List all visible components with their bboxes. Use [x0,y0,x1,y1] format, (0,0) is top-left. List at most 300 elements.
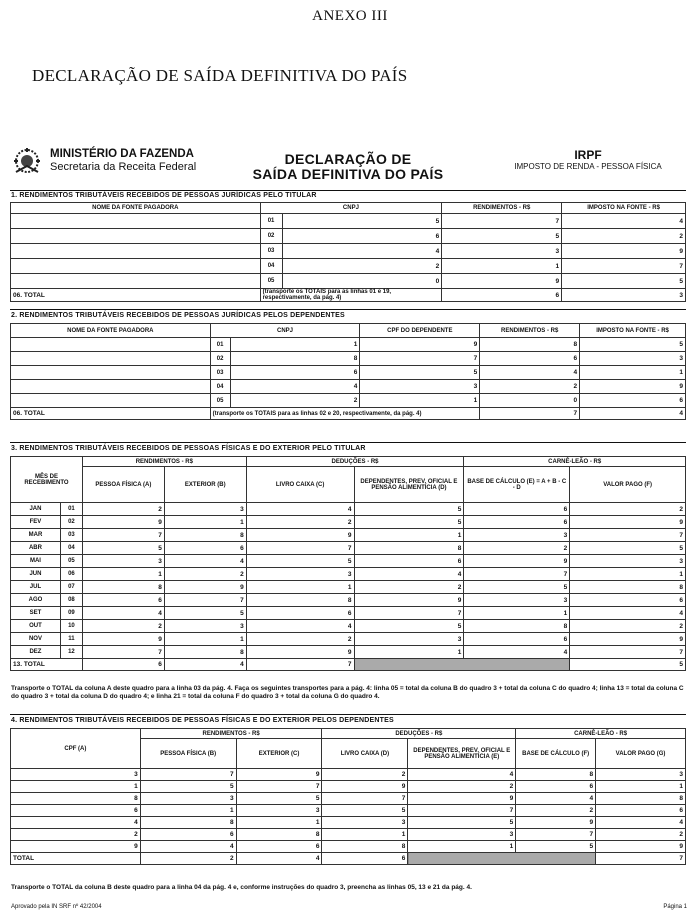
cnpj-field[interactable]: 4 [282,244,442,259]
source-name-field[interactable] [11,380,211,394]
col-d-field[interactable]: 9 [322,781,408,793]
col-b-field[interactable]: 4 [164,555,246,568]
total-row [11,289,686,302]
col-e-field[interactable]: 7 [464,568,570,581]
col-g-field[interactable]: 3 [596,769,686,781]
month-number: 10 [60,620,82,633]
col-c-field[interactable]: 7 [236,781,322,793]
table-row [11,594,686,607]
col-c-field[interactable]: 9 [246,646,354,659]
tax-field[interactable]: 9 [580,380,686,394]
month-number: 03 [60,529,82,542]
col-c-field[interactable]: 1 [246,581,354,594]
col-g-field[interactable]: 6 [596,805,686,817]
col-f-field[interactable]: 7 [570,529,686,542]
col-header: RENDIMENTOS - R$ [442,203,562,214]
divider [10,190,686,191]
col-f-field[interactable]: 9 [516,817,596,829]
col-d-field[interactable]: 9 [354,594,464,607]
col-header: BASE DE CÁLCULO (E) = A + B - C - D [464,467,570,503]
group-header: RENDIMENTOS - R$ [140,729,322,739]
month-label: OUT [11,620,61,633]
cnpj-field[interactable]: 1 [230,338,360,352]
col-b-field[interactable]: 4 [140,841,236,853]
ministry-block [50,148,196,174]
income-field[interactable]: 0 [480,394,580,408]
total-label: 06. TOTAL [11,289,261,302]
col-header: BASE DE CÁLCULO (F) [516,739,596,769]
total-income[interactable]: 6 [442,289,562,302]
col-a-field[interactable]: 5 [82,542,164,555]
line-number: 03 [210,366,230,380]
col-e-field[interactable]: 9 [408,793,516,805]
total-row [11,659,686,671]
col-e-field[interactable]: 3 [464,529,570,542]
col-e-field[interactable]: 6 [464,516,570,529]
line-number: 02 [260,229,282,244]
month-label: AGO [11,594,61,607]
col-d-field[interactable]: 2 [354,581,464,594]
col-header: IMPOSTO NA FONTE - R$ [562,203,686,214]
col-c-field[interactable]: 6 [246,607,354,620]
col-a-field[interactable]: 7 [82,529,164,542]
col-c-field[interactable]: 8 [246,594,354,607]
coat-of-arms-icon [12,146,42,178]
col-b-field[interactable]: 1 [164,516,246,529]
col-header: DEPENDENTES, PREV. OFICIAL E PENSÃO ALIMENTÍCIA (E) [408,739,516,769]
col-f-field[interactable]: 7 [570,646,686,659]
source-name-field[interactable] [11,338,211,352]
col-f-field[interactable]: 6 [516,781,596,793]
total-col-g[interactable]: 7 [596,853,686,865]
col-b-field[interactable]: 6 [140,829,236,841]
income-field[interactable]: 3 [442,244,562,259]
line-number: 01 [210,338,230,352]
line-number: 01 [260,214,282,229]
cnpj-field[interactable]: 2 [282,259,442,274]
col-e-field[interactable]: 6 [464,503,570,516]
col-c-field[interactable]: 7 [246,542,354,555]
tax-field[interactable]: 3 [580,352,686,366]
income-field[interactable]: 8 [480,338,580,352]
table-row [11,259,686,274]
col-a-field[interactable]: 4 [82,607,164,620]
col-c-field[interactable]: 4 [246,620,354,633]
col-d-field[interactable]: 6 [354,555,464,568]
source-name-field[interactable] [11,259,261,274]
income-field[interactable]: 7 [442,214,562,229]
col-c-field[interactable]: 4 [246,503,354,516]
col-e-field[interactable]: 5 [408,817,516,829]
col-e-field[interactable]: 6 [464,633,570,646]
cnpj-field[interactable]: 6 [282,229,442,244]
form-title-line1: DECLARAÇÃO DE [284,151,412,167]
total-note: (transporte os TOTAIS para as linhas 02 e 20, respectivamente, da pág. 4) [210,408,480,420]
col-e-field[interactable]: 4 [408,769,516,781]
income-field[interactable]: 4 [480,366,580,380]
page-number: Página 1 [663,904,687,910]
col-d-field[interactable]: 3 [354,633,464,646]
source-name-field[interactable] [11,229,261,244]
section-4-note: Transporte o TOTAL da coluna B deste quadro para a linha 04 da pág. 4 e, conforme instruções do quadro 3, preencha as linhas 05, 13 e 21 da pág. 4. [11,884,472,891]
section-3-table [10,456,686,671]
ministry-name: MINISTÉRIO DA FAZENDA [50,148,194,160]
col-header: EXTERIOR (C) [236,739,322,769]
table-row [11,338,686,352]
col-d-field[interactable]: 1 [322,829,408,841]
month-number: 01 [60,503,82,516]
col-e-field[interactable]: 5 [464,581,570,594]
col-header: EXTERIOR (B) [164,467,246,503]
month-label: DEZ [11,646,61,659]
total-col-f[interactable]: 5 [570,659,686,671]
col-f-field[interactable]: 7 [516,829,596,841]
month-number: 06 [60,568,82,581]
table-row [11,542,686,555]
col-g-field[interactable]: 2 [596,829,686,841]
col-g-field[interactable]: 9 [596,841,686,853]
tax-field[interactable]: 5 [562,274,686,289]
month-number: 07 [60,581,82,594]
col-header: CPF (A) [11,729,141,769]
tax-field[interactable]: 2 [562,229,686,244]
section-1-table [10,202,686,302]
divider [10,714,686,715]
table-row [11,274,686,289]
col-b-field[interactable]: 3 [164,503,246,516]
irpf-label: IRPF [574,148,602,162]
cnpj-field[interactable]: 4 [230,380,360,394]
month-number: 05 [60,555,82,568]
col-e-field[interactable]: 1 [408,841,516,853]
total-col-b[interactable]: 2 [140,853,236,865]
col-d-field[interactable]: 1 [354,646,464,659]
group-header: CARNÊ-LEÃO - R$ [464,457,686,467]
cpf-field[interactable]: 2 [11,829,141,841]
cnpj-field[interactable]: 8 [230,352,360,366]
col-c-field[interactable]: 5 [236,793,322,805]
table-row [11,555,686,568]
table-row [11,214,686,229]
line-number: 02 [210,352,230,366]
source-name-field[interactable] [11,274,261,289]
income-field[interactable]: 2 [480,380,580,394]
col-e-field[interactable]: 2 [464,542,570,555]
line-number: 04 [260,259,282,274]
total-tax[interactable]: 3 [562,289,686,302]
col-e-field[interactable]: 7 [408,805,516,817]
col-g-field[interactable]: 8 [596,793,686,805]
cpf-field[interactable]: 6 [11,805,141,817]
month-number: 12 [60,646,82,659]
cnpj-field[interactable]: 6 [230,366,360,380]
cpf-field[interactable]: 8 [11,793,141,805]
col-f-field[interactable]: 5 [516,841,596,853]
col-c-field[interactable]: 6 [236,841,322,853]
table-row [11,633,686,646]
col-d-field[interactable]: 8 [322,841,408,853]
month-label: JAN [11,503,61,516]
col-e-field[interactable]: 3 [408,829,516,841]
divider [10,309,686,310]
col-c-field[interactable]: 3 [236,805,322,817]
month-label: JUN [11,568,61,581]
month-number: 11 [60,633,82,646]
col-f-field[interactable]: 2 [516,805,596,817]
shaded-cell [354,659,570,671]
col-d-field[interactable]: 2 [322,769,408,781]
col-c-field[interactable]: 8 [236,829,322,841]
month-label: JUL [11,581,61,594]
table-row [11,817,686,829]
cpf-field[interactable]: 9 [360,338,480,352]
col-c-field[interactable]: 9 [236,769,322,781]
table-row [11,244,686,259]
cnpj-field[interactable]: 2 [230,394,360,408]
col-d-field[interactable]: 5 [354,516,464,529]
col-a-field[interactable]: 3 [82,555,164,568]
total-col-a[interactable]: 6 [82,659,164,671]
group-header: RENDIMENTOS - R$ [82,457,246,467]
col-header: PESSOA FÍSICA (B) [140,739,236,769]
shaded-cell [408,853,596,865]
table-row [11,529,686,542]
col-b-field[interactable]: 6 [164,542,246,555]
col-b-field[interactable]: 7 [164,594,246,607]
total-row [11,408,686,420]
col-g-field[interactable]: 1 [596,781,686,793]
section-3-title: 3. RENDIMENTOS TRIBUTÁVEIS RECEBIDOS DE PESSOAS FÍSICAS E DO EXTERIOR PELO TITULAR [11,445,366,452]
col-c-field[interactable]: 9 [246,529,354,542]
cpf-field[interactable]: 1 [11,781,141,793]
irpf-subtitle: IMPOSTO DE RENDA - PESSOA FÍSICA [514,162,662,171]
col-f-field[interactable]: 1 [570,568,686,581]
col-header: VALOR PAGO (G) [596,739,686,769]
table-row [11,352,686,366]
col-d-field[interactable]: 8 [354,542,464,555]
cpf-field[interactable]: 7 [360,352,480,366]
total-label: 06. TOTAL [11,408,211,420]
col-f-field[interactable]: 8 [570,581,686,594]
col-b-field[interactable]: 8 [140,817,236,829]
col-b-field[interactable]: 2 [164,568,246,581]
line-number: 04 [210,380,230,394]
month-label: ABR [11,542,61,555]
section-2-table [10,323,686,420]
table-row [11,229,686,244]
col-b-field[interactable]: 3 [164,620,246,633]
footer [11,904,687,910]
col-e-field[interactable]: 3 [464,594,570,607]
col-d-field[interactable]: 7 [354,607,464,620]
col-header: IMPOSTO NA FONTE - R$ [580,324,686,338]
source-name-field[interactable] [11,214,261,229]
total-label: 13. TOTAL [11,659,83,671]
col-c-field[interactable]: 1 [236,817,322,829]
col-c-field[interactable]: 5 [246,555,354,568]
table-row [11,829,686,841]
income-field[interactable]: 1 [442,259,562,274]
col-f-field[interactable]: 6 [570,594,686,607]
col-header: DEPENDENTES, PREV. OFICIAL E PENSÃO ALIMENTÍCIA (D) [354,467,464,503]
section-1-title: 1. RENDIMENTOS TRIBUTÁVEIS RECEBIDOS DE PESSOAS JURÍDICAS PELO TITULAR [11,192,317,199]
source-name-field[interactable] [11,366,211,380]
col-header: LIVRO CAIXA (C) [246,467,354,503]
month-label: FEV [11,516,61,529]
tax-field[interactable]: 4 [562,214,686,229]
source-name-field[interactable] [11,394,211,408]
col-f-field[interactable]: 5 [570,542,686,555]
col-b-field[interactable]: 8 [164,529,246,542]
col-f-field[interactable]: 4 [570,607,686,620]
line-number: 03 [260,244,282,259]
tax-field[interactable]: 9 [562,244,686,259]
col-a-field[interactable]: 9 [82,633,164,646]
form-title-line2: SAÍDA DEFINITIVA DO PAÍS [252,166,444,182]
col-header: CNPJ [260,203,442,214]
col-e-field[interactable]: 4 [464,646,570,659]
col-g-field[interactable]: 4 [596,817,686,829]
table-row [11,781,686,793]
col-b-field[interactable]: 5 [164,607,246,620]
table-row [11,769,686,781]
tax-field[interactable]: 1 [580,366,686,380]
irpf-block [490,150,686,172]
col-f-field[interactable]: 2 [570,620,686,633]
table-row [11,366,686,380]
cnpj-field[interactable]: 0 [282,274,442,289]
col-f-field[interactable]: 4 [516,793,596,805]
total-note: (transporte os TOTAIS para as linhas 01 e 19, respectivamente, da pág. 4) [260,289,442,302]
col-header: LIVRO CAIXA (D) [322,739,408,769]
table-row [11,568,686,581]
month-label: SET [11,607,61,620]
col-d-field[interactable]: 1 [354,529,464,542]
col-c-field[interactable]: 2 [246,633,354,646]
table-row [11,380,686,394]
col-d-field[interactable]: 7 [322,793,408,805]
section-4-title: 4. RENDIMENTOS TRIBUTÁVEIS RECEBIDOS DE PESSOAS FÍSICAS E DO EXTERIOR PELOS DEPENDENTES [11,717,394,724]
cpf-field[interactable]: 1 [360,394,480,408]
col-a-field[interactable]: 9 [82,516,164,529]
source-name-field[interactable] [11,244,261,259]
total-tax[interactable]: 4 [580,408,686,420]
col-d-field[interactable]: 3 [322,817,408,829]
col-b-field[interactable]: 8 [164,646,246,659]
table-row [11,620,686,633]
total-col-c[interactable]: 4 [236,853,322,865]
col-f-field[interactable]: 9 [570,516,686,529]
table-row [11,503,686,516]
total-col-d[interactable]: 6 [322,853,408,865]
total-col-c[interactable]: 7 [246,659,354,671]
col-f-field[interactable]: 2 [570,503,686,516]
cpf-field[interactable]: 4 [11,817,141,829]
col-e-field[interactable]: 2 [408,781,516,793]
month-header: MÊS DE RECEBIMENTO [11,457,83,503]
col-f-field[interactable]: 9 [570,633,686,646]
table-row [11,581,686,594]
total-row [11,853,686,865]
col-header: RENDIMENTOS - R$ [480,324,580,338]
col-d-field[interactable]: 5 [354,620,464,633]
table-row [11,394,686,408]
col-header: CPF DO DEPENDENTE [360,324,480,338]
cpf-field[interactable]: 5 [360,366,480,380]
col-a-field[interactable]: 6 [82,594,164,607]
col-header: PESSOA FÍSICA (A) [82,467,164,503]
tax-field[interactable]: 6 [580,394,686,408]
month-label: MAR [11,529,61,542]
group-header: DEDUÇÕES - R$ [246,457,464,467]
col-a-field[interactable]: 2 [82,620,164,633]
total-income[interactable]: 7 [480,408,580,420]
table-row [11,841,686,853]
income-field[interactable]: 9 [442,274,562,289]
col-header: NOME DA FONTE PAGADORA [11,203,261,214]
month-number: 09 [60,607,82,620]
table-row [11,793,686,805]
col-c-field[interactable]: 2 [246,516,354,529]
col-a-field[interactable]: 2 [82,503,164,516]
cpf-field[interactable]: 3 [360,380,480,394]
col-c-field[interactable]: 3 [246,568,354,581]
cpf-field[interactable]: 3 [11,769,141,781]
col-b-field[interactable]: 1 [164,633,246,646]
cpf-field[interactable]: 9 [11,841,141,853]
form-header [10,146,686,186]
col-a-field[interactable]: 8 [82,581,164,594]
total-col-b[interactable]: 4 [164,659,246,671]
tax-field[interactable]: 5 [580,338,686,352]
total-label: TOTAL [11,853,141,865]
col-b-field[interactable]: 5 [140,781,236,793]
month-number: 08 [60,594,82,607]
col-d-field[interactable]: 4 [354,568,464,581]
secretariat-name: Secretaria da Receita Federal [50,161,197,173]
col-b-field[interactable]: 3 [140,793,236,805]
line-number: 05 [260,274,282,289]
col-b-field[interactable]: 9 [164,581,246,594]
col-b-field[interactable]: 7 [140,769,236,781]
section-3-note: Transporte o TOTAL da coluna A deste quadro para a linha 03 da pág. 4. Faça os seguintes transportes para a pág. 4: linha 05 = total da coluna B do quadro 3 + total da coluna C do quadro 4; linha 13 = total da coluna C do quadro 3 + total da coluna D do quadro 4; e linha 21 = total da coluna F do quadro 3 + total da coluna G do quadro 4. [11,685,684,700]
col-e-field[interactable]: 1 [464,607,570,620]
col-header: CNPJ [210,324,360,338]
col-e-field[interactable]: 8 [464,620,570,633]
annex-heading: ANEXO III [312,8,388,24]
col-d-field[interactable]: 5 [322,805,408,817]
table-row [11,607,686,620]
line-number: 05 [210,394,230,408]
income-field[interactable]: 5 [442,229,562,244]
tax-field[interactable]: 7 [562,259,686,274]
col-f-field[interactable]: 3 [570,555,686,568]
col-a-field[interactable]: 1 [82,568,164,581]
income-field[interactable]: 6 [480,352,580,366]
col-header: NOME DA FONTE PAGADORA [11,324,211,338]
table-row [11,516,686,529]
cnpj-field[interactable]: 5 [282,214,442,229]
source-name-field[interactable] [11,352,211,366]
col-f-field[interactable]: 8 [516,769,596,781]
col-a-field[interactable]: 7 [82,646,164,659]
col-e-field[interactable]: 9 [464,555,570,568]
month-number: 04 [60,542,82,555]
approval-text: Aprovado pela IN SRF nº 42/2004 [11,904,102,910]
col-b-field[interactable]: 1 [140,805,236,817]
col-d-field[interactable]: 5 [354,503,464,516]
month-label: MAI [11,555,61,568]
